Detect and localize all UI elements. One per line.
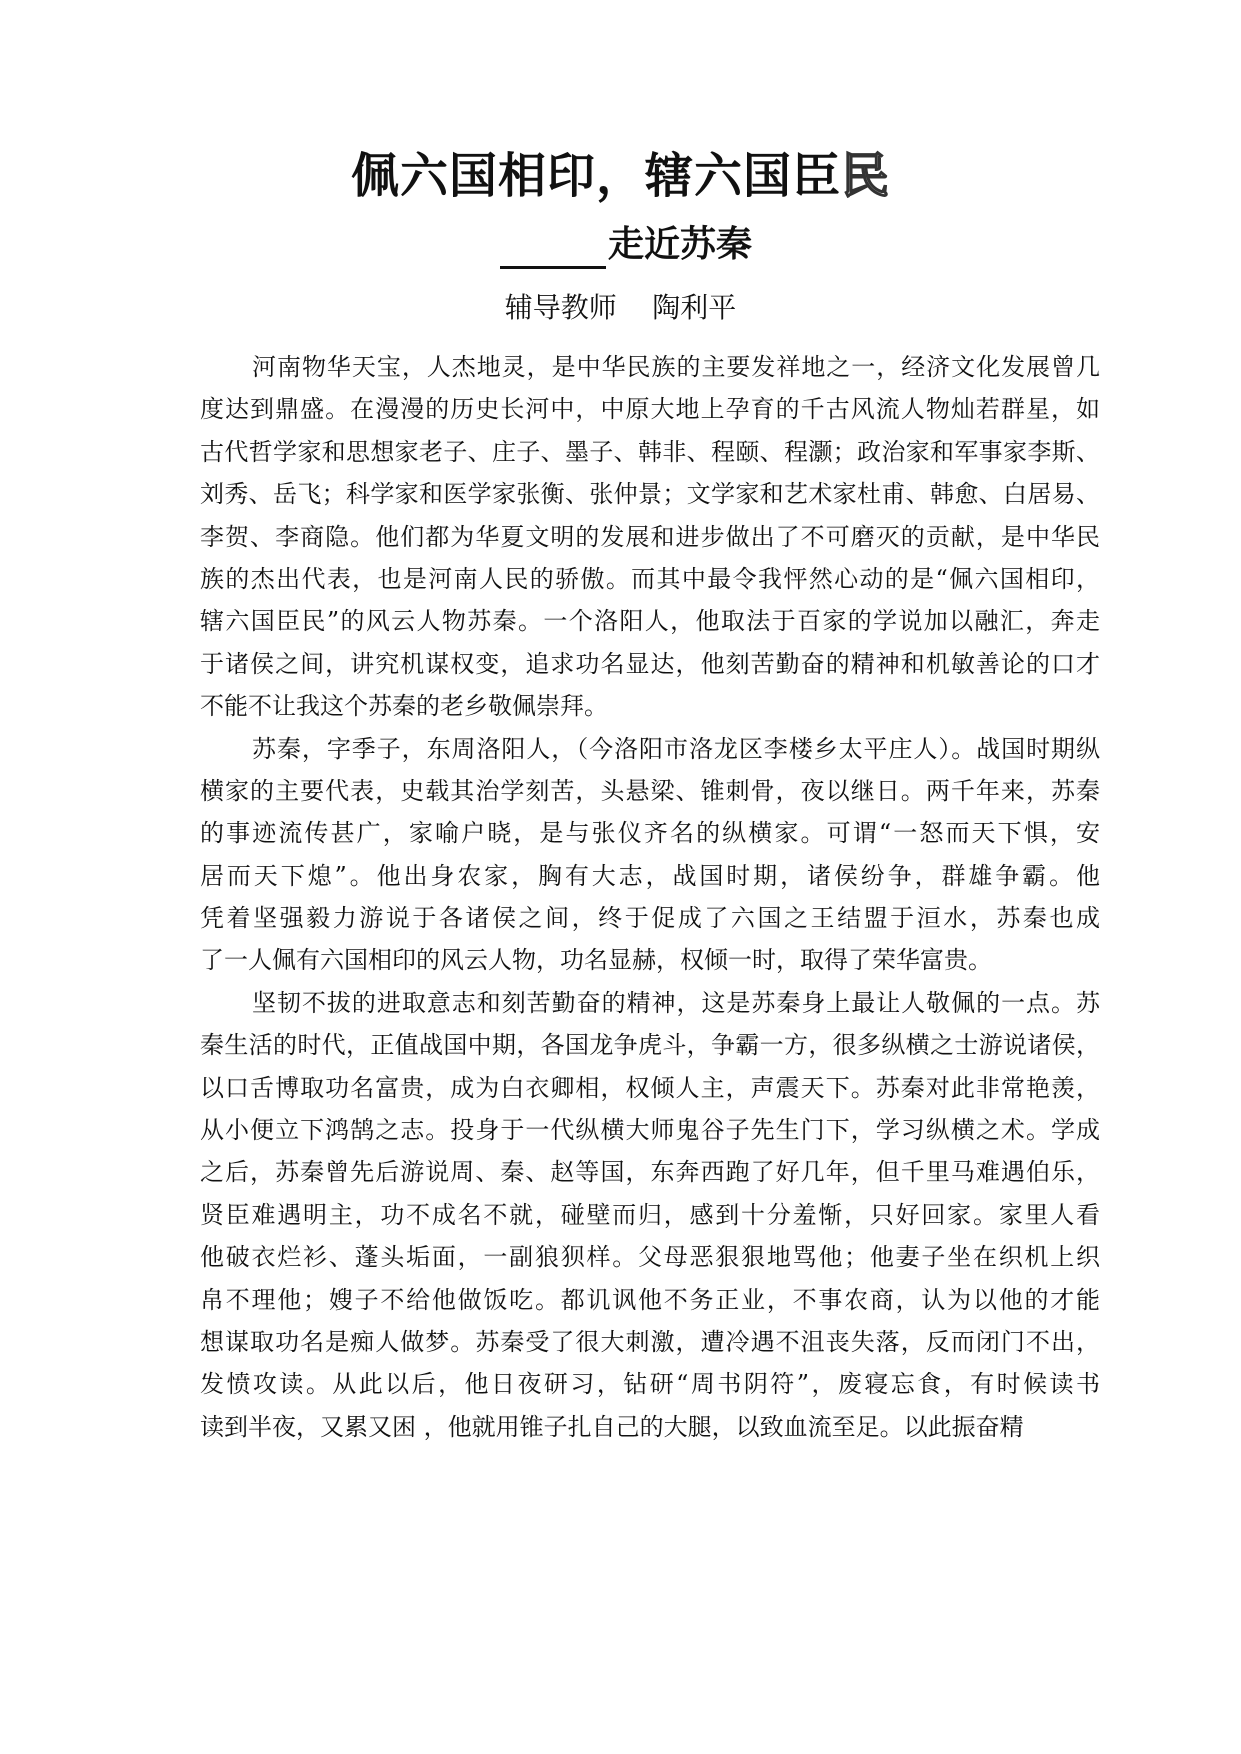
paragraph [200,728,1100,982]
paragraph-line: 以口舌博取功名富贵，成为白衣卿相，权倾人主，声震天下。苏秦对此非常艳羡， [200,1073,1100,1102]
paragraph-line: 横家的主要代表，史载其治学刻苦，头悬梁、锥刺骨，夜以继日。两千年来，苏秦 [200,776,1100,805]
paragraph-line: 他破衣烂衫、蓬头垢面，一副狼狈样。父母恶狠狠地骂他；他妻子坐在织机上织 [200,1243,1100,1272]
paragraph-line: 刘秀、岳飞；科学家和医学家张衡、张仲景；文学家和艺术家杜甫、韩愈、白居易、 [200,480,1100,509]
paragraph-line: 李贺、李商隐。他们都为华夏文明的发展和进步做出了不可磨灭的贡献，是中华民 [200,522,1100,551]
paragraph-line: 凭着坚强毅力游说于各诸侯之间，终于促成了六国之王结盟于洹水，苏秦也成 [200,904,1100,933]
document-subtitle [500,220,752,269]
paragraph-line: 了一人佩有六国相印的风云人物，功名显赫，权倾一时，取得了荣华富贵。 [200,946,992,975]
body-text [200,346,1100,1448]
paragraph-line: 发愤攻读。从此以后，他日夜研习，钻研“周书阴符”，废寝忘食，有时候读书 [200,1370,1100,1399]
paragraph-line: 秦生活的时代，正值战国中期，各国龙争虎斗，争霸一方，很多纵横之士游说诸侯， [200,1031,1100,1060]
paragraph-line: 帛不理他；嫂子不给他做饭吃。都讥讽他不务正业，不事农商，认为以他的才能 [200,1285,1100,1314]
subtitle-underline-rule [500,220,606,269]
paragraph-line: 于诸侯之间，讲究机谋权变，追求功名显达，他刻苦勤奋的精神和机敏善论的口才 [200,649,1100,678]
title-main-text: 佩六国相印，辖六国臣 [350,148,841,204]
paragraph [200,982,1100,1448]
author-line: 辅导教师 陶利平 [504,291,737,324]
paragraph-line: 之后，苏秦曾先后游说周、秦、赵等国，东奔西跑了好几年，但千里马难遇伯乐， [200,1158,1100,1187]
paragraph-line: 想谋取功名是痴人做梦。苏秦受了很大刺激，遭冷遇不沮丧失落，反而闭门不出， [200,1327,1100,1356]
title-last-char: 民 [841,148,891,204]
paragraph-line: 度达到鼎盛。在漫漫的历史长河中，中原大地上孕育的千古风流人物灿若群星，如 [200,395,1100,424]
paragraph-line: 读到半夜，又累又困 ，他就用锥子扎自己的大腿，以致血流至足。以此振奋精 [200,1412,1024,1441]
paragraph-line: 不能不让我这个苏秦的老乡敬佩崇拜。 [200,692,608,721]
subtitle-text: 走近苏秦 [608,224,753,265]
paragraph-line: 河南物华天宝，人杰地灵，是中华民族的主要发祥地之一，经济文化发展曾几 [252,353,1100,381]
paragraph [200,346,1100,728]
document-title [0,146,1241,206]
paragraph-line: 苏秦，字季子，东周洛阳人，（今洛阳市洛龙区李楼乡太平庄人）。战国时期纵 [252,734,1100,763]
paragraph-line: 辖六国臣民”的风云人物苏秦。一个洛阳人，他取法于百家的学说加以融汇，奔走 [200,607,1100,636]
paragraph-line: 族的杰出代表，也是河南人民的骄傲。而其中最令我怦然心动的是“佩六国相印， [200,564,1100,593]
paragraph-line: 从小便立下鸿鹄之志。投身于一代纵横大师鬼谷子先生门下，学习纵横之术。学成 [200,1116,1100,1145]
paragraph-line: 坚韧不拔的进取意志和刻苦勤奋的精神，这是苏秦身上最让人敬佩的一点。苏 [252,988,1100,1017]
paragraph-line: 贤臣难遇明主，功不成名不就，碰壁而归，感到十分羞惭，只好回家。家里人看 [200,1200,1100,1229]
paragraph-line: 的事迹流传甚广，家喻户晓，是与张仪齐名的纵横家。可谓“一怒而天下惧，安 [200,819,1100,848]
paragraph-line: 古代哲学家和思想家老子、庄子、墨子、韩非、程颐、程灏；政治家和军事家李斯、 [200,437,1100,466]
paragraph-line: 居而天下熄”。他出身农家，胸有大志，战国时期，诸侯纷争，群雄争霸。他 [200,861,1100,890]
